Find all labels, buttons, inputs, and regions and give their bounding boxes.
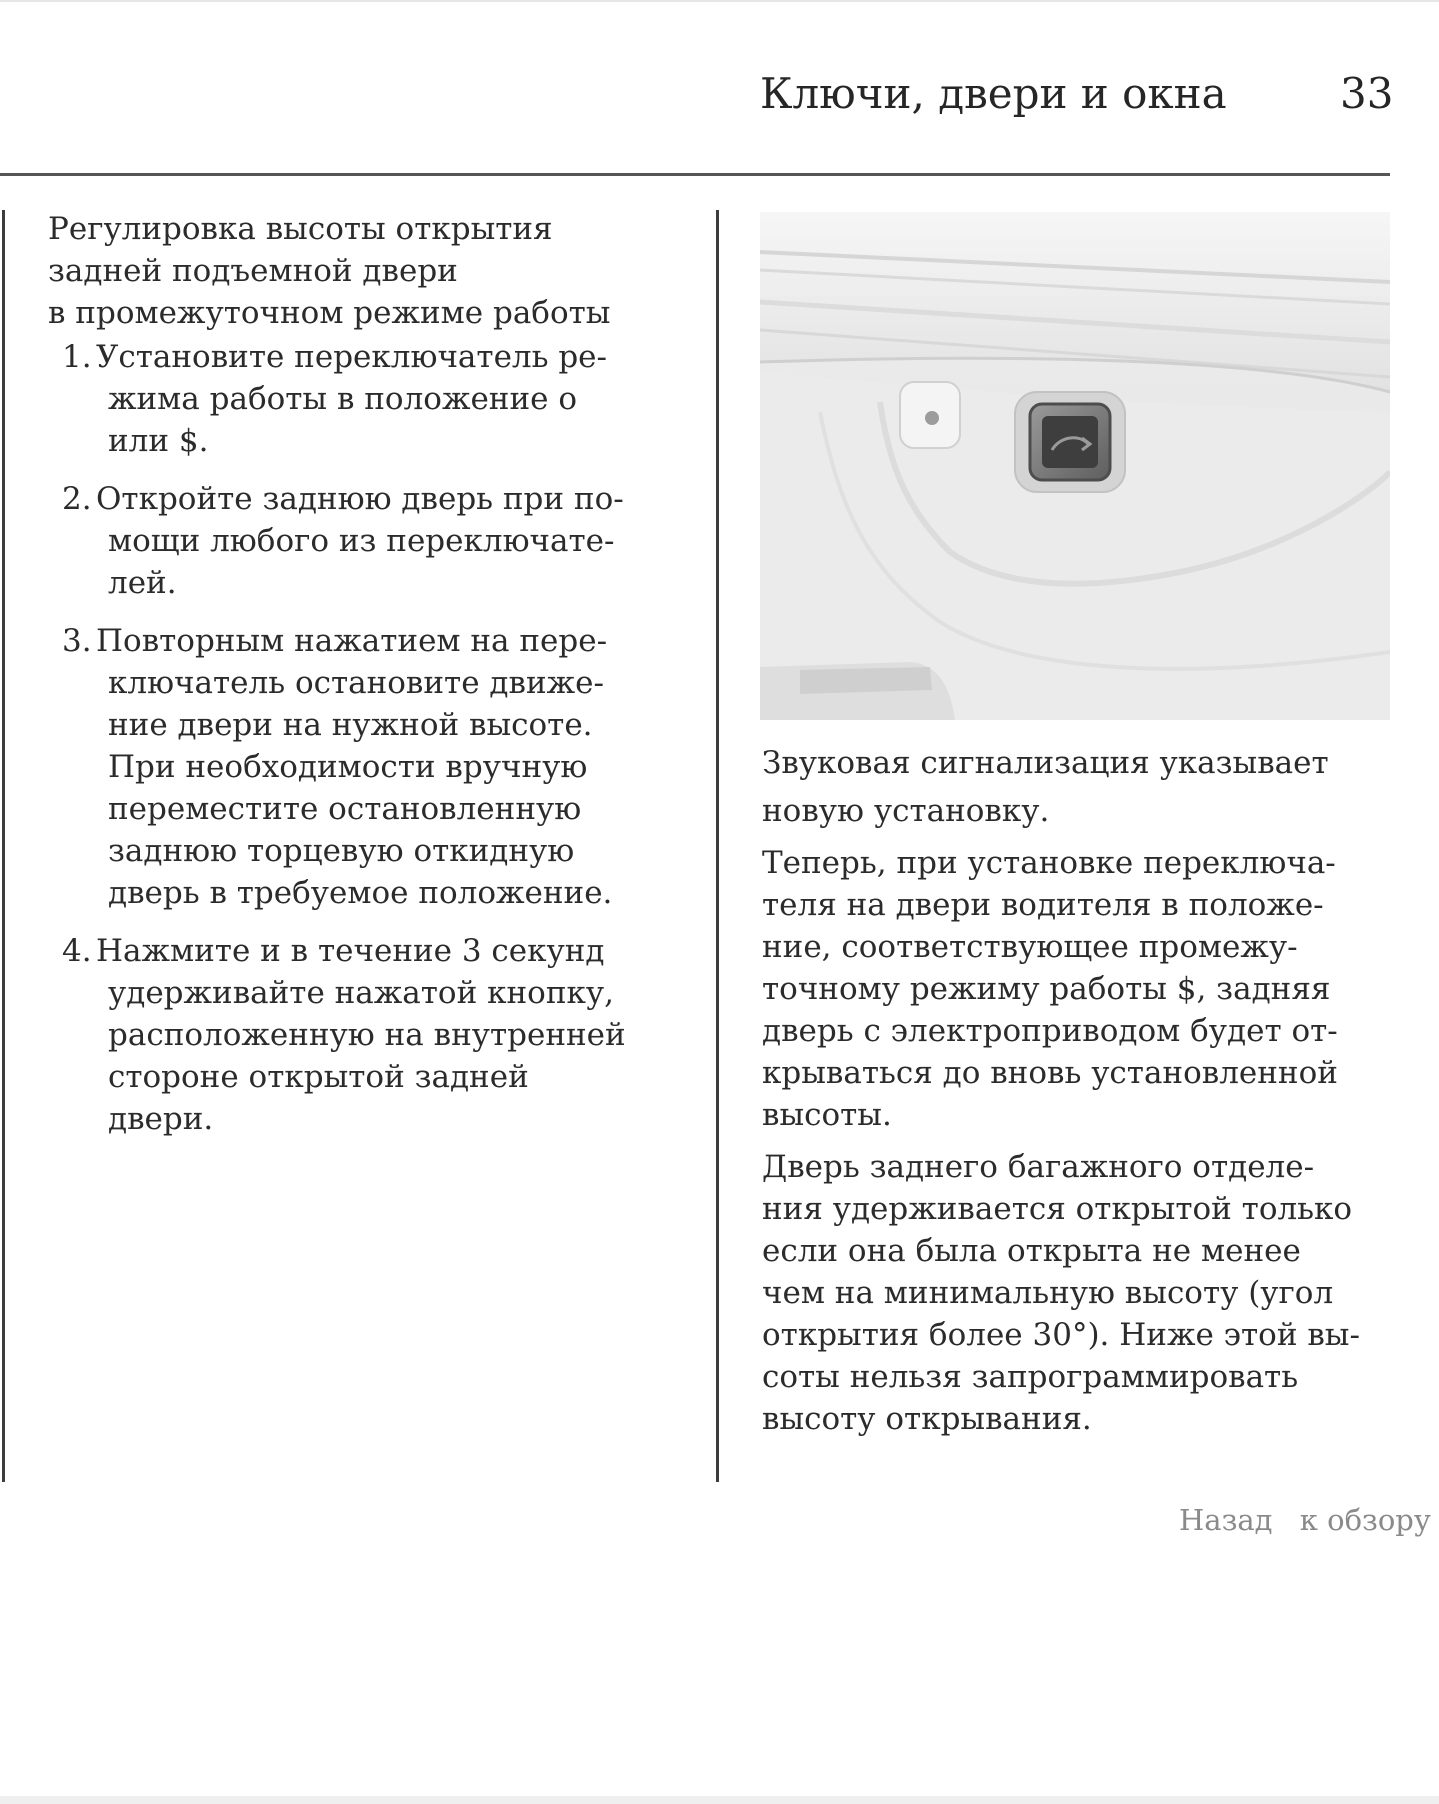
paragraph-line: чем на минимальную высоту (угол	[762, 1275, 1334, 1311]
paragraph-line: высоты.	[762, 1097, 892, 1133]
paragraph-line: теля на двери водителя в положе-	[762, 887, 1324, 923]
overview-link[interactable]: к обзору	[1299, 1503, 1431, 1537]
left-margin-rule	[2, 210, 5, 1482]
paragraph-line: новую установку.	[762, 793, 1050, 829]
page-navigation	[1179, 1500, 1431, 1540]
section-heading	[48, 208, 648, 334]
step-text-line: жима работы в положение o	[108, 381, 577, 417]
section-heading-line: Регулировка высоты открытия	[48, 211, 553, 247]
step-number: 1.	[62, 339, 92, 375]
paragraph	[762, 1146, 1362, 1440]
step-text-line: ключатель остановите движе-	[108, 665, 604, 701]
step-text-line: Откройте заднюю дверь при по-	[96, 481, 624, 517]
paragraph-line: открытия более 30°). Ниже этой вы-	[762, 1317, 1360, 1353]
step-text-line: Повторным нажатием на пере-	[96, 623, 608, 659]
step-text-line: При необходимости вручную	[108, 749, 588, 785]
step-number: 4.	[62, 933, 92, 969]
steps-list	[48, 336, 648, 1140]
step-text-line: Нажмите и в течение 3 секунд	[96, 933, 605, 969]
paragraph-line: Теперь, при установке переключа-	[762, 845, 1336, 881]
page-number: 33	[1340, 69, 1394, 118]
paragraph-line: если она была открыта не менее	[762, 1233, 1301, 1269]
step-4	[48, 930, 648, 1140]
bottom-edge	[0, 1796, 1439, 1804]
paragraph-line: Дверь заднего багажного отделе-	[762, 1149, 1315, 1185]
paragraph-line: ние, соответствующее промежу-	[762, 929, 1298, 965]
left-column	[48, 208, 648, 1156]
paragraph-line: соты нельзя запрограммировать	[762, 1359, 1299, 1395]
paragraph	[762, 742, 1362, 832]
step-text-line: дверь в требуемое положение.	[108, 875, 613, 911]
paragraph-line: высоту открывания.	[762, 1401, 1092, 1437]
paragraph-line: дверь с электроприводом будет от-	[762, 1013, 1338, 1049]
step-text-line: расположенную на внутренней	[108, 1017, 626, 1053]
latch-dot	[925, 411, 939, 425]
step-text-line: двери.	[108, 1101, 214, 1137]
step-3	[48, 620, 648, 914]
step-text-line: или $.	[108, 423, 209, 459]
step-text-line: заднюю торцевую откидную	[108, 833, 575, 869]
header-divider	[0, 173, 1390, 176]
step-text-line: лей.	[108, 565, 177, 601]
step-text-line: переместите остановленную	[108, 791, 582, 827]
section-heading-line: в промежуточном режиме работы	[48, 295, 611, 331]
paragraph-line: крываться до вновь установленной	[762, 1055, 1338, 1091]
chapter-title: Ключи, двери и окна	[760, 69, 1227, 118]
step-text-line: удерживайте нажатой кнопку,	[108, 975, 614, 1011]
step-text-line: стороне открытой задней	[108, 1059, 529, 1095]
paragraph	[762, 842, 1362, 1136]
step-number: 3.	[62, 623, 92, 659]
top-edge	[0, 0, 1439, 2]
paragraph-line: точному режиму работы $, задняя	[762, 971, 1331, 1007]
paragraph-line: ния удерживается открытой только	[762, 1191, 1353, 1227]
column-divider	[716, 210, 719, 1482]
step-text-line: мощи любого из переключате-	[108, 523, 615, 559]
step-1	[48, 336, 648, 462]
step-number: 2.	[62, 481, 92, 517]
step-text-line: Установите переключатель ре-	[96, 339, 608, 375]
right-column	[762, 742, 1362, 1450]
tailgate-illustration-svg	[760, 212, 1390, 720]
section-heading-line: задней подъемной двери	[48, 253, 458, 289]
lower-handle-grip	[800, 667, 932, 694]
step-2	[48, 478, 648, 604]
paragraph-line: Звуковая сигнализация указывает	[762, 745, 1329, 781]
back-link[interactable]: Назад	[1179, 1503, 1273, 1537]
tailgate-button-illustration	[760, 212, 1390, 720]
step-text-line: ние двери на нужной высоте.	[108, 707, 593, 743]
